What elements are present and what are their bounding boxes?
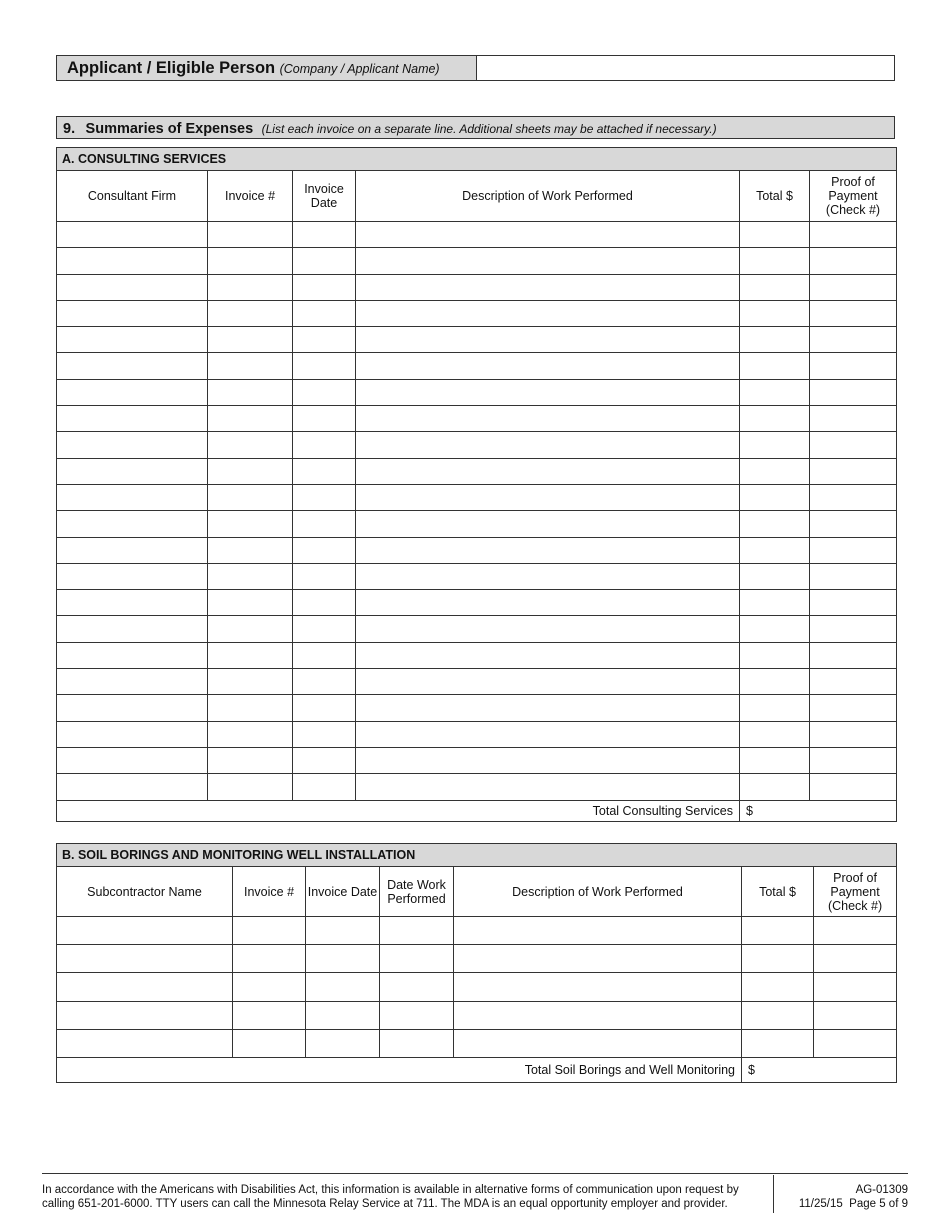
description-cell[interactable] xyxy=(454,973,742,1001)
invoice-number-cell[interactable] xyxy=(208,695,293,721)
invoice-number-cell[interactable] xyxy=(208,563,293,589)
table-row xyxy=(57,511,897,537)
description-cell[interactable] xyxy=(356,406,740,432)
table-row xyxy=(57,432,897,458)
subcontractor-name-cell[interactable] xyxy=(57,945,233,973)
consultant-firm-cell[interactable] xyxy=(57,458,208,484)
total-cell[interactable] xyxy=(740,248,810,274)
consulting-services-table xyxy=(56,147,897,822)
table-row xyxy=(57,248,897,274)
total-cell[interactable] xyxy=(742,973,814,1001)
invoice-date-cell[interactable] xyxy=(293,300,356,326)
table-row xyxy=(57,721,897,747)
description-cell[interactable] xyxy=(356,484,740,510)
col-header-proof-of-payment: Proof of Payment (Check #) xyxy=(814,867,897,917)
consultant-firm-cell[interactable] xyxy=(57,327,208,353)
description-cell[interactable] xyxy=(356,511,740,537)
proof-of-payment-cell[interactable] xyxy=(810,616,897,642)
total-consulting-label: Total Consulting Services xyxy=(57,800,740,821)
total-cell[interactable] xyxy=(740,484,810,510)
description-cell[interactable] xyxy=(356,563,740,589)
description-cell[interactable] xyxy=(356,669,740,695)
proof-of-payment-cell[interactable] xyxy=(810,774,897,800)
proof-of-payment-cell[interactable] xyxy=(810,511,897,537)
table-row xyxy=(57,1001,897,1029)
description-cell[interactable] xyxy=(356,300,740,326)
proof-of-payment-cell[interactable] xyxy=(810,432,897,458)
col-header-description: Description of Work Performed xyxy=(356,171,740,222)
col-header-invoice-number: Invoice # xyxy=(208,171,293,222)
table-row xyxy=(57,406,897,432)
proof-of-payment-cell[interactable] xyxy=(810,747,897,773)
table-header-row xyxy=(57,867,897,917)
section-number: 9. xyxy=(63,121,76,137)
table-row xyxy=(57,300,897,326)
table-row xyxy=(57,458,897,484)
total-cell[interactable] xyxy=(740,721,810,747)
total-soil-borings-field[interactable]: $ xyxy=(742,1057,897,1082)
subcontractor-name-cell[interactable] xyxy=(57,973,233,1001)
date-work-performed-cell[interactable] xyxy=(380,973,454,1001)
invoice-number-cell[interactable] xyxy=(208,274,293,300)
invoice-number-cell[interactable] xyxy=(208,537,293,563)
total-cell[interactable] xyxy=(740,642,810,668)
proof-of-payment-cell[interactable] xyxy=(810,537,897,563)
invoice-number-cell[interactable] xyxy=(208,484,293,510)
proof-of-payment-cell[interactable] xyxy=(810,590,897,616)
proof-of-payment-cell[interactable] xyxy=(810,458,897,484)
proof-of-payment-cell[interactable] xyxy=(814,1001,897,1029)
invoice-number-cell[interactable] xyxy=(233,917,306,945)
date-and-page: 11/25/15 Page 5 of 9 xyxy=(798,1198,908,1210)
description-cell[interactable] xyxy=(356,274,740,300)
applicant-label-italic: (Company / Applicant Name) xyxy=(279,62,440,76)
total-cell[interactable] xyxy=(740,695,810,721)
description-cell[interactable] xyxy=(356,248,740,274)
invoice-date-cell[interactable] xyxy=(293,511,356,537)
description-cell[interactable] xyxy=(454,1001,742,1029)
description-cell[interactable] xyxy=(356,379,740,405)
total-row xyxy=(57,800,897,821)
invoice-number-cell[interactable] xyxy=(208,248,293,274)
invoice-date-cell[interactable] xyxy=(293,774,356,800)
proof-of-payment-cell[interactable] xyxy=(814,973,897,1001)
proof-of-payment-cell[interactable] xyxy=(810,695,897,721)
invoice-number-cell[interactable] xyxy=(208,616,293,642)
total-cell[interactable] xyxy=(740,590,810,616)
table-row xyxy=(57,353,897,379)
total-cell[interactable] xyxy=(742,1001,814,1029)
total-cell[interactable] xyxy=(740,300,810,326)
description-cell[interactable] xyxy=(356,747,740,773)
applicant-label xyxy=(57,56,477,80)
invoice-number-cell[interactable] xyxy=(208,300,293,326)
applicant-row xyxy=(56,55,895,81)
table-row xyxy=(57,590,897,616)
invoice-date-cell[interactable] xyxy=(293,222,356,248)
total-cell[interactable] xyxy=(740,353,810,379)
proof-of-payment-cell[interactable] xyxy=(810,327,897,353)
invoice-number-cell[interactable] xyxy=(208,458,293,484)
total-cell[interactable] xyxy=(740,432,810,458)
consultant-firm-cell[interactable] xyxy=(57,590,208,616)
invoice-number-cell[interactable] xyxy=(208,590,293,616)
invoice-date-cell[interactable] xyxy=(293,642,356,668)
consultant-firm-cell[interactable] xyxy=(57,274,208,300)
total-soil-borings-label: Total Soil Borings and Well Monitoring xyxy=(57,1057,742,1082)
date-work-performed-cell[interactable] xyxy=(380,1001,454,1029)
table-row xyxy=(57,616,897,642)
consultant-firm-cell[interactable] xyxy=(57,300,208,326)
col-header-date-work-performed: Date Work Performed xyxy=(380,867,454,917)
col-header-consultant-firm: Consultant Firm xyxy=(57,171,208,222)
total-cell[interactable] xyxy=(740,458,810,484)
proof-of-payment-cell[interactable] xyxy=(814,1029,897,1057)
invoice-date-cell[interactable] xyxy=(293,669,356,695)
section-header xyxy=(56,116,895,139)
subcontractor-name-cell[interactable] xyxy=(57,917,233,945)
proof-of-payment-cell[interactable] xyxy=(810,300,897,326)
consultant-firm-cell[interactable] xyxy=(57,379,208,405)
total-cell[interactable] xyxy=(740,379,810,405)
invoice-number-cell[interactable] xyxy=(208,511,293,537)
invoice-date-cell[interactable] xyxy=(293,432,356,458)
table-row xyxy=(57,222,897,248)
table-row xyxy=(57,945,897,973)
invoice-date-cell[interactable] xyxy=(306,945,380,973)
table-row xyxy=(57,917,897,945)
date-work-performed-cell[interactable] xyxy=(380,917,454,945)
proof-of-payment-cell[interactable] xyxy=(810,353,897,379)
total-cell[interactable] xyxy=(740,222,810,248)
description-cell[interactable] xyxy=(356,642,740,668)
invoice-date-cell[interactable] xyxy=(293,327,356,353)
table-row xyxy=(57,327,897,353)
table-row xyxy=(57,642,897,668)
invoice-number-cell[interactable] xyxy=(208,774,293,800)
consultant-firm-cell[interactable] xyxy=(57,222,208,248)
consultant-firm-cell[interactable] xyxy=(57,537,208,563)
total-cell[interactable] xyxy=(742,945,814,973)
total-cell[interactable] xyxy=(740,511,810,537)
proof-of-payment-cell[interactable] xyxy=(810,274,897,300)
consultant-firm-cell[interactable] xyxy=(57,563,208,589)
proof-of-payment-cell[interactable] xyxy=(810,379,897,405)
proof-of-payment-cell[interactable] xyxy=(810,642,897,668)
invoice-number-cell[interactable] xyxy=(208,747,293,773)
description-cell[interactable] xyxy=(356,721,740,747)
table-row xyxy=(57,379,897,405)
consultant-firm-cell[interactable] xyxy=(57,642,208,668)
table-row xyxy=(57,537,897,563)
invoice-number-cell[interactable] xyxy=(233,945,306,973)
col-header-total: Total $ xyxy=(740,171,810,222)
description-cell[interactable] xyxy=(356,616,740,642)
invoice-number-cell[interactable] xyxy=(208,432,293,458)
invoice-number-cell[interactable] xyxy=(208,222,293,248)
description-cell[interactable] xyxy=(356,695,740,721)
total-cell[interactable] xyxy=(740,406,810,432)
description-cell[interactable] xyxy=(454,917,742,945)
consultant-firm-cell[interactable] xyxy=(57,695,208,721)
consultant-firm-cell[interactable] xyxy=(57,248,208,274)
proof-of-payment-cell[interactable] xyxy=(810,721,897,747)
total-row xyxy=(57,1057,897,1082)
invoice-date-cell[interactable] xyxy=(306,1029,380,1057)
description-cell[interactable] xyxy=(356,353,740,379)
consultant-firm-cell[interactable] xyxy=(57,484,208,510)
invoice-number-cell[interactable] xyxy=(208,406,293,432)
table-row xyxy=(57,747,897,773)
invoice-date-cell[interactable] xyxy=(293,590,356,616)
invoice-date-cell[interactable] xyxy=(293,747,356,773)
proof-of-payment-cell[interactable] xyxy=(810,248,897,274)
consultant-firm-cell[interactable] xyxy=(57,511,208,537)
consultant-firm-cell[interactable] xyxy=(57,669,208,695)
description-cell[interactable] xyxy=(454,945,742,973)
invoice-date-cell[interactable] xyxy=(293,379,356,405)
table-row xyxy=(57,274,897,300)
ada-disclaimer: In accordance with the Americans with Disabilities Act, this information is available in alternative forms of communication upon request by calling 651-201-6000. TTY users can call the Minnesota Relay Service at 711. The MDA is an equal opportunity employer and provider. xyxy=(42,1184,739,1210)
consultant-firm-cell[interactable] xyxy=(57,406,208,432)
table-row xyxy=(57,563,897,589)
table-row xyxy=(57,1029,897,1057)
proof-of-payment-cell[interactable] xyxy=(810,563,897,589)
invoice-date-cell[interactable] xyxy=(293,406,356,432)
invoice-number-cell[interactable] xyxy=(208,353,293,379)
description-cell[interactable] xyxy=(356,222,740,248)
form-meta xyxy=(773,1175,908,1213)
invoice-number-cell[interactable] xyxy=(208,379,293,405)
table-row xyxy=(57,695,897,721)
invoice-date-cell[interactable] xyxy=(293,695,356,721)
col-header-description: Description of Work Performed xyxy=(454,867,742,917)
invoice-date-cell[interactable] xyxy=(293,353,356,379)
total-cell[interactable] xyxy=(740,616,810,642)
table-row xyxy=(57,484,897,510)
description-cell[interactable] xyxy=(356,537,740,563)
table-row xyxy=(57,669,897,695)
consultant-firm-cell[interactable] xyxy=(57,353,208,379)
col-header-invoice-date: Invoice Date xyxy=(306,867,380,917)
description-cell[interactable] xyxy=(356,327,740,353)
applicant-name-field[interactable] xyxy=(477,56,894,80)
section-title: Summaries of Expenses xyxy=(85,121,254,137)
invoice-date-cell[interactable] xyxy=(293,721,356,747)
description-cell[interactable] xyxy=(356,432,740,458)
consultant-firm-cell[interactable] xyxy=(57,721,208,747)
total-cell[interactable] xyxy=(740,669,810,695)
invoice-number-cell[interactable] xyxy=(208,669,293,695)
col-header-invoice-date: Invoice Date xyxy=(293,171,356,222)
proof-of-payment-cell[interactable] xyxy=(810,484,897,510)
soil-borings-title: B. SOIL BORINGS AND MONITORING WELL INSTALLATION xyxy=(57,844,897,867)
col-header-total: Total $ xyxy=(742,867,814,917)
description-cell[interactable] xyxy=(356,590,740,616)
invoice-number-cell[interactable] xyxy=(233,1001,306,1029)
subcontractor-name-cell[interactable] xyxy=(57,1001,233,1029)
consultant-firm-cell[interactable] xyxy=(57,774,208,800)
date-work-performed-cell[interactable] xyxy=(380,1029,454,1057)
total-cell[interactable] xyxy=(740,274,810,300)
invoice-number-cell[interactable] xyxy=(208,721,293,747)
page-footer xyxy=(42,1173,908,1213)
form-number: AG-01309 xyxy=(855,1184,908,1196)
table-row xyxy=(57,774,897,800)
invoice-date-cell[interactable] xyxy=(306,917,380,945)
soil-borings-table xyxy=(56,843,897,1083)
col-header-subcontractor-name: Subcontractor Name xyxy=(57,867,233,917)
table-header-row xyxy=(57,171,897,222)
invoice-date-cell[interactable] xyxy=(306,1001,380,1029)
invoice-date-cell[interactable] xyxy=(293,537,356,563)
total-cell[interactable] xyxy=(740,327,810,353)
invoice-date-cell[interactable] xyxy=(293,616,356,642)
consulting-services-title: A. CONSULTING SERVICES xyxy=(57,148,897,171)
consultant-firm-cell[interactable] xyxy=(57,432,208,458)
invoice-date-cell[interactable] xyxy=(293,484,356,510)
proof-of-payment-cell[interactable] xyxy=(810,406,897,432)
col-header-invoice-number: Invoice # xyxy=(233,867,306,917)
total-cell[interactable] xyxy=(740,563,810,589)
total-consulting-field[interactable]: $ xyxy=(740,800,897,821)
total-cell[interactable] xyxy=(740,774,810,800)
invoice-date-cell[interactable] xyxy=(293,458,356,484)
total-cell[interactable] xyxy=(742,917,814,945)
table-row xyxy=(57,973,897,1001)
applicant-label-bold: Applicant / Eligible Person xyxy=(67,59,276,77)
proof-of-payment-cell[interactable] xyxy=(810,222,897,248)
invoice-date-cell[interactable] xyxy=(293,563,356,589)
invoice-number-cell[interactable] xyxy=(208,642,293,668)
invoice-number-cell[interactable] xyxy=(233,1029,306,1057)
consultant-firm-cell[interactable] xyxy=(57,747,208,773)
invoice-number-cell[interactable] xyxy=(233,973,306,1001)
total-cell[interactable] xyxy=(740,537,810,563)
consultant-firm-cell[interactable] xyxy=(57,616,208,642)
total-cell[interactable] xyxy=(742,1029,814,1057)
proof-of-payment-cell[interactable] xyxy=(814,917,897,945)
total-cell[interactable] xyxy=(740,747,810,773)
subcontractor-name-cell[interactable] xyxy=(57,1029,233,1057)
invoice-date-cell[interactable] xyxy=(293,274,356,300)
col-header-proof-of-payment: Proof of Payment (Check #) xyxy=(810,171,897,222)
description-cell[interactable] xyxy=(356,458,740,484)
proof-of-payment-cell[interactable] xyxy=(810,669,897,695)
invoice-date-cell[interactable] xyxy=(306,973,380,1001)
proof-of-payment-cell[interactable] xyxy=(814,945,897,973)
invoice-date-cell[interactable] xyxy=(293,248,356,274)
description-cell[interactable] xyxy=(356,774,740,800)
date-work-performed-cell[interactable] xyxy=(380,945,454,973)
invoice-number-cell[interactable] xyxy=(208,327,293,353)
description-cell[interactable] xyxy=(454,1029,742,1057)
section-note: (List each invoice on a separate line. Additional sheets may be attached if necessary.) xyxy=(261,122,717,136)
